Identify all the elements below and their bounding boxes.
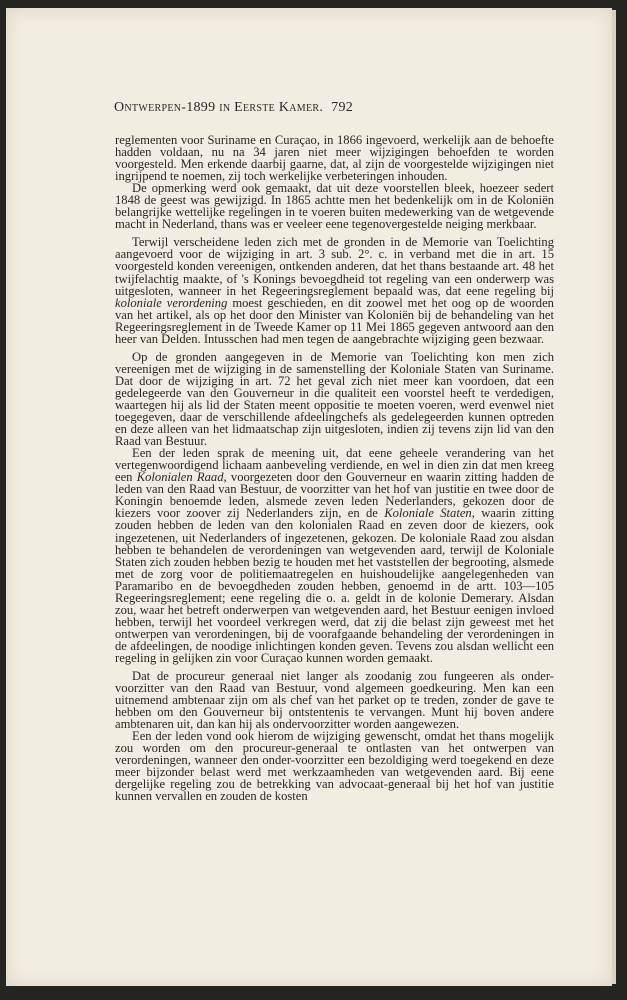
- paragraph-5-italic-2: Koloniale Staten: [384, 506, 472, 521]
- paragraph-7: Een der leden vond ook hierom de wijziging gewenscht, omdat het thans mogelijk zou worden om den procureur-generaal te ontlasten van het ontwerpen van verordeningen, wanneer den onder-voorzitter een bezoldiging werd toegekend en deze meer bijzonder belast werd met werkzaamheden van wetgevenden aard. Bij eene dergelijke regeling zou de betrekking van advocaat-generaal bij het hof van justitie kunnen vervallen en zouden de kosten: [115, 729, 554, 804]
- paragraph-1: reglementen voor Suriname en Curaçao, in 1866 ingevoerd, werkelijk aan de behoefte hadden voldaan, nu na 34 jaren niet meer wijzigingen behoefden te worden voorgesteld. Men erkende daarbij gaarne, dat, al zijn de voorgestelde wijzigingen niet ingrijpend te noemen, zij toch werkelijke verbeteringen inhouden.: [115, 133, 554, 184]
- paragraph-2: De opmerking werd ook gemaakt, dat uit deze voorstellen bleek, hoezeer sedert 1848 de geest was gewijzigd. In 1865 achtte men het bedenkelijk om in de Koloniën belangrijke wettelijke regelingen in te voeren buiten medewerking van de wetgevende macht in Nederland, thans was er veeleer eene tegenovergestelde neiging merkbaar.: [115, 181, 554, 232]
- paragraph-3-part-a: Terwijl verscheidene leden zich met de gronden in de Memorie van Toelichting aangevoerd voor de wijziging in art. 3 sub. 2°. c. in verband met die in art. 15 voorgesteld konden vereenigen, ontkenden anderen, dat het thans bestaande art. 48 het twijfelachtig maakte, of 's Konings bevoegdheid tot regeling van een onderwerp was uitgesloten, wanneer in het Regeeringsreglement bepaald was, dat eene regeling bij: [115, 235, 554, 298]
- paragraph-5: [115, 447, 554, 664]
- page-number: 792: [331, 100, 354, 115]
- paragraph-5-part-c: , waarin zitting zouden hebben de leden van den kolonialen Raad en zeven door de kiezers, ook ingezetenen, uit Nederlanders of ingezetenen, gekozen. De koloniale Raad zou alsdan hebben te behandelen de verordeningen van wetgevenden aard, terwijl de Koloniale Staten zich zouden hebben bezig te houden met het vaststellen der begrooting, alsmede met de zorg voor de politiemaatregelen en huishoudelijke aangelegenheden van Paramaribo en de bevoegdheden zouden hebben, genoemd in de artt. 103—105 Regeeringsreglement; eene regeling die o. a. geldt in de kolonie Demerary. Alsdan zou, waar het betreft onderwerpen van wetgevenden aard, het Bestuur eenigen invloed hebben, terwijl het voordeel verkregen werd, dat zij die belast zijn geweest met het ontwerpen van verordeningen, bij de voorafgaande behandeling der verordeningen in de afdeelingen, de noodige inlichtingen konden geven. Tevens zou alsdan wellicht een regeling in gelijken zin voor Curaçao kunnen worden gemaakt.: [115, 506, 554, 665]
- paragraph-3-part-b: moest geschieden, en dit zoowel met het oog op de woorden van het artikel, als op het door den Minister van Koloniën bij de behandeling van het Regeeringsreglement in de Tweede Kamer op 11 Mei 1865 gegeven antwoord aan den heer van Delden. Intusschen had men tegen de aangebrachte wijziging geen bezwaar.: [115, 295, 554, 346]
- paragraph-6: Dat de procureur generaal niet langer als zoodanig zou fungeeren als onder-voorzitter van den Raad van Bestuur, vond algemeen goedkeuring. Men kan een uitnemend ambtenaar zijn om als chef van het parket op te treden, zonder de gave te hebben om den Gouverneur bij ontstentenis te vervangen. Munt hij boven andere ambtenaren uit, dan kan hij als ondervoorzitter worden aangewezen.: [115, 669, 554, 732]
- paragraph-5-part-b: , voorgezeten door den Gouverneur en waarin zitting hadden de leden van den Raad van Bestuur, de voorzitter van het hof van justitie en twee door de Koningin benoemde leden, alsmede zeven leden Nederlanders, gekozen door de kiezers voor zoover zij Nederlanders zijn, en de: [115, 470, 555, 521]
- header-title: Ontwerpen-1899 in Eerste Kamer.: [114, 100, 324, 115]
- running-header: [114, 100, 554, 116]
- paragraph-5-italic-1: Kolonialen Raad: [136, 470, 224, 485]
- paragraph-5-part-a: Een der leden sprak de meening uit, dat eene geheele verandering van het vertegenwoordigend lichaam aanbeveling verdiende, en wel in dien zin dat men kreeg een: [115, 446, 554, 485]
- paragraph-3: [115, 236, 554, 344]
- paragraph-3-italic: koloniale verordening: [115, 295, 228, 310]
- paragraph-4: Op de gronden aangegeven in de Memorie van Toelichting kon men zich vereenigen met de wijziging in de samenstelling der Koloniale Staten van Suriname. Dat door de wijziging in art. 72 het geval zich niet meer kan voordoen, dat een gedelegeerde van den Gouverneur in die qualiteit een voorstel heeft te verdedigen, waartegen hij als lid der Staten meent oppositie te moeten voeren, werd evenwel niet toegegeven, daar de verschillende afdeelingchefs als gedelegeerden kunnen optreden en deze alleen van het lidmaatschap zijn uitgesloten, indien zij tevens zijn lid van den Raad van Bestuur.: [115, 349, 554, 449]
- body-text: [115, 134, 554, 809]
